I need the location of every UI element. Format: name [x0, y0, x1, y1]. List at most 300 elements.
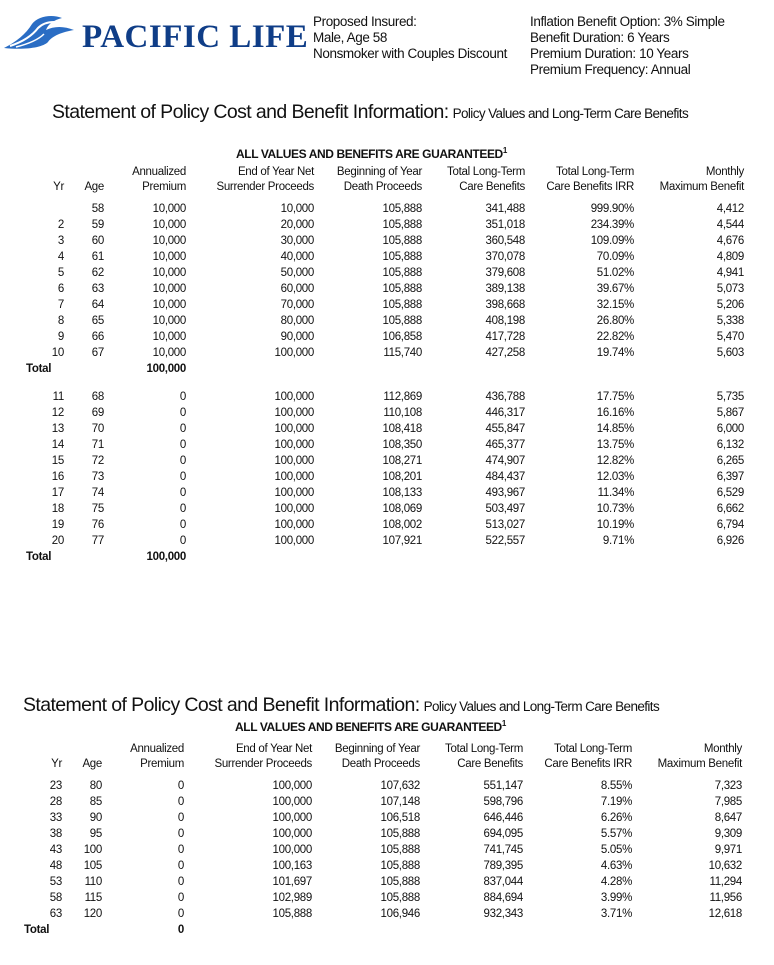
- cell-death: 105,888: [380, 892, 420, 904]
- cell-age: 120: [83, 908, 102, 920]
- cell-age: 76: [91, 519, 104, 531]
- cell-death: 108,271: [382, 455, 422, 467]
- cell-ltc-irr: 4.28%: [600, 876, 632, 888]
- cell-ltc-irr: 14.85%: [596, 423, 634, 435]
- cell-yr: 13: [51, 423, 64, 435]
- cell-ltc-benefits: 465,377: [485, 439, 525, 451]
- cell-premium: 0: [177, 860, 184, 872]
- cell-ltc-irr: 3.99%: [600, 892, 632, 904]
- insured-line-2: Nonsmoker with Couples Discount: [313, 46, 507, 61]
- cell-premium: 0: [177, 844, 184, 856]
- cell-age: 63: [91, 283, 104, 295]
- cell-ltc-benefits: 341,488: [485, 203, 525, 215]
- cell-ltc-irr: 11.34%: [597, 487, 634, 499]
- cell-age: 59: [91, 219, 104, 231]
- cell-monthly-max: 9,309: [714, 828, 742, 840]
- cell-surrender: 102,989: [272, 892, 312, 904]
- col-death: Beginning of Year Death Proceeds: [334, 743, 420, 770]
- cell-age: 64: [91, 299, 104, 311]
- cell-monthly-max: 5,206: [716, 299, 744, 311]
- cell-monthly-max: 6,000: [716, 423, 744, 435]
- cell-yr: 33: [49, 812, 62, 824]
- cell-ltc-irr: 12.03%: [596, 471, 634, 483]
- policy-values-table-1: [26, 165, 744, 565]
- cell-premium: 0: [177, 876, 184, 888]
- cell-premium: 0: [179, 519, 186, 531]
- table-row: [26, 421, 744, 437]
- total-label: Total: [26, 551, 52, 563]
- cell-ltc-irr: 4.63%: [600, 860, 632, 872]
- cell-ltc-irr: 234.39%: [590, 219, 634, 231]
- cell-ltc-benefits: 436,788: [485, 391, 525, 403]
- cell-surrender: 20,000: [280, 219, 314, 231]
- cell-ltc-benefits: 484,437: [485, 471, 525, 483]
- total-row: [26, 361, 744, 377]
- cell-monthly-max: 4,809: [716, 251, 744, 263]
- cell-age: 65: [91, 315, 104, 327]
- cell-monthly-max: 6,794: [716, 519, 744, 531]
- cell-ltc-benefits: 370,078: [485, 251, 525, 263]
- col-ltc-benefits: Total Long-Term Care Benefits: [445, 743, 523, 770]
- cell-ltc-irr: 6.26%: [600, 812, 632, 824]
- premium-frequency: Premium Frequency: Annual: [530, 62, 691, 77]
- cell-surrender: 100,000: [274, 391, 314, 403]
- cell-ltc-benefits: 493,967: [485, 487, 525, 499]
- cell-age: 62: [91, 267, 104, 279]
- cell-age: 66: [91, 331, 104, 343]
- table-row: [24, 826, 742, 842]
- cell-yr: 43: [49, 844, 62, 856]
- cell-ltc-irr: 17.75%: [596, 391, 634, 403]
- cell-death: 115,740: [383, 347, 422, 359]
- total-premium: 0: [177, 924, 184, 936]
- cell-yr: 63: [49, 908, 62, 920]
- table-row: [24, 778, 742, 794]
- cell-surrender: 101,697: [272, 876, 312, 888]
- cell-ltc-irr: 39.67%: [596, 283, 634, 295]
- cell-ltc-benefits: 646,446: [483, 812, 523, 824]
- cell-ltc-benefits: 694,095: [483, 828, 523, 840]
- cell-ltc-benefits: 427,258: [485, 347, 525, 359]
- section-title-2: [23, 694, 659, 717]
- cell-surrender: 100,000: [274, 439, 314, 451]
- cell-yr: 11: [52, 391, 64, 403]
- table-header-row: [26, 165, 744, 195]
- premium-duration: Premium Duration: 10 Years: [530, 46, 689, 61]
- cell-premium: 10,000: [152, 267, 186, 279]
- guaranteed-footnote: 1: [501, 719, 506, 728]
- table-row: [26, 501, 744, 517]
- table-row: [26, 389, 744, 405]
- cell-death: 108,201: [382, 471, 422, 483]
- cell-monthly-max: 5,735: [716, 391, 744, 403]
- cell-monthly-max: 8,647: [714, 812, 742, 824]
- guaranteed-text: ALL VALUES AND BENEFITS ARE GUARANTEED: [235, 720, 502, 734]
- cell-monthly-max: 6,926: [716, 535, 744, 547]
- col-premium: Annualized Premium: [130, 743, 184, 770]
- cell-premium: 10,000: [152, 203, 186, 215]
- col-ltc-irr: Total Long-Term Care Benefits IRR: [544, 743, 632, 770]
- table-row: [24, 842, 742, 858]
- cell-age: 61: [91, 251, 104, 263]
- table-row: [24, 810, 742, 826]
- cell-yr: 6: [57, 283, 64, 295]
- cell-surrender: 30,000: [280, 235, 314, 247]
- cell-ltc-benefits: 837,044: [483, 876, 523, 888]
- cell-premium: 0: [177, 892, 184, 904]
- guaranteed-heading-1: [236, 146, 507, 161]
- cell-ltc-irr: 999.90%: [590, 203, 634, 215]
- cell-death: 107,921: [382, 535, 422, 547]
- cell-monthly-max: 6,397: [716, 471, 744, 483]
- cell-age: 68: [91, 391, 104, 403]
- cell-monthly-max: 12,618: [708, 908, 742, 920]
- cell-ltc-irr: 12.82%: [596, 455, 634, 467]
- total-label: Total: [24, 924, 50, 936]
- cell-premium: 0: [177, 796, 184, 808]
- cell-yr: 9: [57, 331, 64, 343]
- cell-yr: 20: [51, 535, 64, 547]
- cell-age: 75: [91, 503, 104, 515]
- table-row: [26, 249, 744, 265]
- cell-monthly-max: 11,294: [709, 876, 742, 888]
- total-premium: 100,000: [146, 551, 186, 563]
- col-age: Age: [82, 758, 102, 770]
- col-death: Beginning of Year Death Proceeds: [336, 166, 422, 193]
- cell-premium: 10,000: [152, 315, 186, 327]
- table-header-row: [24, 742, 742, 772]
- cell-ltc-benefits: 474,907: [485, 455, 525, 467]
- cell-death: 106,946: [380, 908, 420, 920]
- section-title-sub: Policy Values and Long-Term Care Benefits: [423, 699, 660, 714]
- cell-yr: 53: [49, 876, 62, 888]
- cell-monthly-max: 4,412: [716, 203, 744, 215]
- cell-surrender: 100,000: [274, 423, 314, 435]
- cell-ltc-irr: 3.71%: [600, 908, 632, 920]
- table-row: [26, 217, 744, 233]
- cell-yr: 48: [49, 860, 62, 872]
- cell-ltc-irr: 9.71%: [602, 535, 634, 547]
- table-row: [26, 329, 744, 345]
- cell-ltc-irr: 51.02%: [596, 267, 634, 279]
- table-row: [26, 533, 744, 549]
- cell-death: 105,888: [380, 860, 420, 872]
- cell-ltc-benefits: 513,027: [485, 519, 525, 531]
- cell-premium: 0: [179, 471, 186, 483]
- cell-age: 71: [91, 439, 104, 451]
- cell-surrender: 80,000: [280, 315, 314, 327]
- cell-premium: 10,000: [152, 347, 186, 359]
- cell-premium: 0: [179, 423, 186, 435]
- cell-death: 105,888: [382, 315, 422, 327]
- cell-death: 105,888: [382, 251, 422, 263]
- cell-ltc-irr: 13.75%: [596, 439, 634, 451]
- col-yr: Yr: [51, 758, 62, 770]
- cell-ltc-benefits: 379,608: [485, 267, 525, 279]
- section-title-main: Statement of Policy Cost and Benefit Information:: [52, 101, 449, 123]
- cell-surrender: 100,000: [274, 347, 314, 359]
- cell-surrender: 50,000: [280, 267, 314, 279]
- cell-yr: 3: [57, 235, 64, 247]
- cell-surrender: 100,000: [272, 796, 312, 808]
- cell-monthly-max: 7,323: [714, 780, 742, 792]
- cell-yr: 17: [51, 487, 64, 499]
- cell-premium: 10,000: [152, 219, 186, 231]
- cell-age: 67: [91, 347, 104, 359]
- cell-age: 60: [91, 235, 104, 247]
- cell-premium: 0: [179, 439, 186, 451]
- cell-monthly-max: 6,132: [716, 439, 744, 451]
- cell-ltc-irr: 8.55%: [600, 780, 632, 792]
- cell-age: 74: [91, 487, 104, 499]
- cell-surrender: 100,163: [272, 860, 312, 872]
- cell-death: 108,418: [382, 423, 422, 435]
- cell-monthly-max: 5,073: [716, 283, 744, 295]
- cell-monthly-max: 5,867: [716, 407, 744, 419]
- col-monthly-max: Monthly Maximum Benefit: [657, 743, 742, 770]
- cell-age: 85: [89, 796, 102, 808]
- cell-death: 106,858: [382, 331, 422, 343]
- cell-surrender: 90,000: [280, 331, 314, 343]
- table-row: [26, 297, 744, 313]
- cell-age: 69: [91, 407, 104, 419]
- cell-age: 58: [91, 203, 104, 215]
- cell-ltc-irr: 10.73%: [596, 503, 634, 515]
- table-2-rows: [24, 778, 742, 922]
- table-row: [26, 281, 744, 297]
- total-row: [26, 549, 744, 565]
- total-row: [24, 922, 742, 938]
- cell-death: 107,632: [380, 780, 420, 792]
- cell-yr: 14: [51, 439, 64, 451]
- table-1-total-2: [26, 549, 744, 565]
- cell-yr: 4: [57, 251, 64, 263]
- cell-death: 105,888: [382, 219, 422, 231]
- cell-yr: 7: [57, 299, 64, 311]
- cell-ltc-benefits: 741,745: [483, 844, 523, 856]
- table-row: [26, 313, 744, 329]
- cell-monthly-max: 4,676: [716, 235, 744, 247]
- cell-monthly-max: 6,265: [716, 455, 744, 467]
- cell-surrender: 100,000: [272, 828, 312, 840]
- policy-options-block: [530, 14, 725, 78]
- proposed-insured-block: [313, 14, 507, 62]
- cell-premium: 10,000: [152, 251, 186, 263]
- cell-premium: 0: [177, 828, 184, 840]
- cell-death: 108,002: [382, 519, 422, 531]
- cell-age: 110: [84, 876, 102, 888]
- cell-premium: 0: [179, 455, 186, 467]
- section-title-sub: Policy Values and Long-Term Care Benefits: [452, 106, 689, 121]
- cell-age: 95: [89, 828, 102, 840]
- cell-yr: 8: [57, 315, 64, 327]
- total-label: Total: [26, 363, 52, 375]
- cell-yr: [26, 201, 64, 217]
- cell-age: 100: [83, 844, 102, 856]
- cell-ltc-irr: 16.16%: [596, 407, 634, 419]
- pacific-life-logo: [2, 12, 309, 55]
- cell-surrender: 100,000: [274, 407, 314, 419]
- cell-death: 105,888: [382, 299, 422, 311]
- cell-ltc-benefits: 598,796: [483, 796, 523, 808]
- guaranteed-footnote: 1: [502, 146, 507, 155]
- cell-monthly-max: 10,632: [708, 860, 742, 872]
- cell-age: 73: [91, 471, 104, 483]
- section-title-main: Statement of Policy Cost and Benefit Information:: [23, 694, 420, 716]
- cell-ltc-benefits: 351,018: [485, 219, 525, 231]
- cell-ltc-benefits: 503,497: [485, 503, 525, 515]
- table-row: [26, 233, 744, 249]
- cell-yr: 19: [51, 519, 64, 531]
- guaranteed-heading-2: [235, 719, 506, 734]
- cell-surrender: 100,000: [272, 812, 312, 824]
- cell-ltc-irr: 19.74%: [596, 347, 634, 359]
- table-row: [26, 265, 744, 281]
- cell-death: 105,888: [382, 203, 422, 215]
- cell-surrender: 40,000: [280, 251, 314, 263]
- cell-surrender: 100,000: [274, 503, 314, 515]
- cell-surrender: 100,000: [274, 471, 314, 483]
- col-monthly-max: Monthly Maximum Benefit: [659, 166, 744, 193]
- table-row: [24, 890, 742, 906]
- table-row: [26, 405, 744, 421]
- cell-premium: 0: [179, 487, 186, 499]
- cell-monthly-max: 11,956: [709, 892, 742, 904]
- cell-premium: 0: [177, 908, 184, 920]
- cell-premium: 10,000: [152, 299, 186, 311]
- table-1-block-2: [26, 389, 744, 549]
- cell-monthly-max: 7,985: [714, 796, 742, 808]
- table-row: [24, 874, 742, 890]
- cell-surrender: 100,000: [274, 519, 314, 531]
- cell-monthly-max: 5,338: [716, 315, 744, 327]
- cell-premium: 0: [177, 812, 184, 824]
- insured-line-1: Male, Age 58: [313, 30, 388, 45]
- table-row: [26, 453, 744, 469]
- cell-death: 105,888: [380, 876, 420, 888]
- cell-death: 105,888: [380, 844, 420, 856]
- cell-ltc-benefits: 789,395: [483, 860, 523, 872]
- cell-premium: 0: [179, 535, 186, 547]
- cell-death: 105,888: [382, 283, 422, 295]
- cell-death: 112,869: [383, 391, 422, 403]
- cell-monthly-max: 6,662: [716, 503, 744, 515]
- cell-surrender: 100,000: [274, 487, 314, 499]
- cell-yr: 18: [51, 503, 64, 515]
- cell-yr: 38: [49, 828, 62, 840]
- cell-ltc-irr: 5.05%: [600, 844, 632, 856]
- table-row: [26, 469, 744, 485]
- cell-ltc-benefits: 455,847: [485, 423, 525, 435]
- cell-ltc-irr: 5.57%: [600, 828, 632, 840]
- cell-age: 90: [89, 812, 102, 824]
- cell-premium: 10,000: [152, 283, 186, 295]
- cell-age: 105: [83, 860, 102, 872]
- cell-yr: 23: [49, 780, 62, 792]
- cell-death: 108,133: [382, 487, 422, 499]
- cell-ltc-benefits: 408,198: [485, 315, 525, 327]
- cell-yr: 12: [51, 407, 64, 419]
- cell-death: 108,350: [382, 439, 422, 451]
- cell-premium: 0: [179, 503, 186, 515]
- cell-premium: 0: [177, 780, 184, 792]
- table-row: [26, 517, 744, 533]
- cell-ltc-irr: 70.09%: [596, 251, 634, 263]
- cell-death: 105,888: [382, 235, 422, 247]
- table-row: [24, 906, 742, 922]
- table-row: [24, 794, 742, 810]
- cell-ltc-benefits: 389,138: [485, 283, 525, 295]
- cell-surrender: 100,000: [272, 780, 312, 792]
- cell-age: 70: [91, 423, 104, 435]
- cell-age: 77: [91, 535, 104, 547]
- col-age: Age: [84, 181, 104, 193]
- cell-monthly-max: 5,603: [716, 347, 744, 359]
- cell-ltc-benefits: 551,147: [483, 780, 523, 792]
- cell-yr: 58: [49, 892, 62, 904]
- cell-yr: 10: [51, 347, 64, 359]
- benefit-duration: Benefit Duration: 6 Years: [530, 30, 670, 45]
- col-surrender: End of Year Net Surrender Proceeds: [216, 166, 314, 193]
- table-row: [24, 858, 742, 874]
- section-title-1: [52, 101, 688, 124]
- cell-surrender: 60,000: [280, 283, 314, 295]
- table-row: [26, 345, 744, 361]
- cell-ltc-benefits: 360,548: [485, 235, 525, 247]
- cell-death: 106,518: [380, 812, 420, 824]
- whale-tail-logo-icon: [2, 12, 80, 52]
- cell-ltc-irr: 109.09%: [590, 235, 634, 247]
- cell-death: 107,148: [380, 796, 420, 808]
- cell-death: 105,888: [382, 267, 422, 279]
- cell-yr: 28: [49, 796, 62, 808]
- col-ltc-irr: Total Long-Term Care Benefits IRR: [546, 166, 634, 193]
- cell-death: 105,888: [380, 828, 420, 840]
- cell-surrender: 100,000: [274, 455, 314, 467]
- cell-death: 110,108: [383, 407, 422, 419]
- col-surrender: End of Year Net Surrender Proceeds: [214, 743, 312, 770]
- table-2-total: [24, 922, 742, 938]
- table-1-block-1: [26, 201, 744, 361]
- cell-ltc-irr: 26.80%: [596, 315, 634, 327]
- cell-yr: 2: [57, 219, 64, 231]
- cell-ltc-irr: 22.82%: [596, 331, 634, 343]
- cell-ltc-irr: 7.19%: [600, 796, 632, 808]
- table-row: [26, 485, 744, 501]
- cell-age: 115: [84, 892, 102, 904]
- insured-heading: Proposed Insured:: [313, 14, 417, 29]
- cell-ltc-benefits: 932,343: [483, 908, 523, 920]
- col-premium: Annualized Premium: [132, 166, 186, 193]
- cell-surrender: 10,000: [280, 203, 314, 215]
- table-row: [26, 437, 744, 453]
- cell-ltc-benefits: 522,557: [485, 535, 525, 547]
- cell-monthly-max: 9,971: [714, 844, 742, 856]
- cell-ltc-benefits: 398,668: [485, 299, 525, 311]
- cell-ltc-irr: 10.19%: [596, 519, 634, 531]
- cell-age: 80: [89, 780, 102, 792]
- cell-premium: 0: [179, 391, 186, 403]
- cell-monthly-max: 5,470: [716, 331, 744, 343]
- table-row: [26, 201, 744, 217]
- cell-yr: 16: [51, 471, 64, 483]
- cell-ltc-irr: 32.15%: [596, 299, 634, 311]
- cell-yr: 15: [51, 455, 64, 467]
- col-yr: Yr: [53, 181, 64, 193]
- cell-monthly-max: 4,941: [716, 267, 744, 279]
- cell-age: 72: [91, 455, 104, 467]
- cell-surrender: 100,000: [272, 844, 312, 856]
